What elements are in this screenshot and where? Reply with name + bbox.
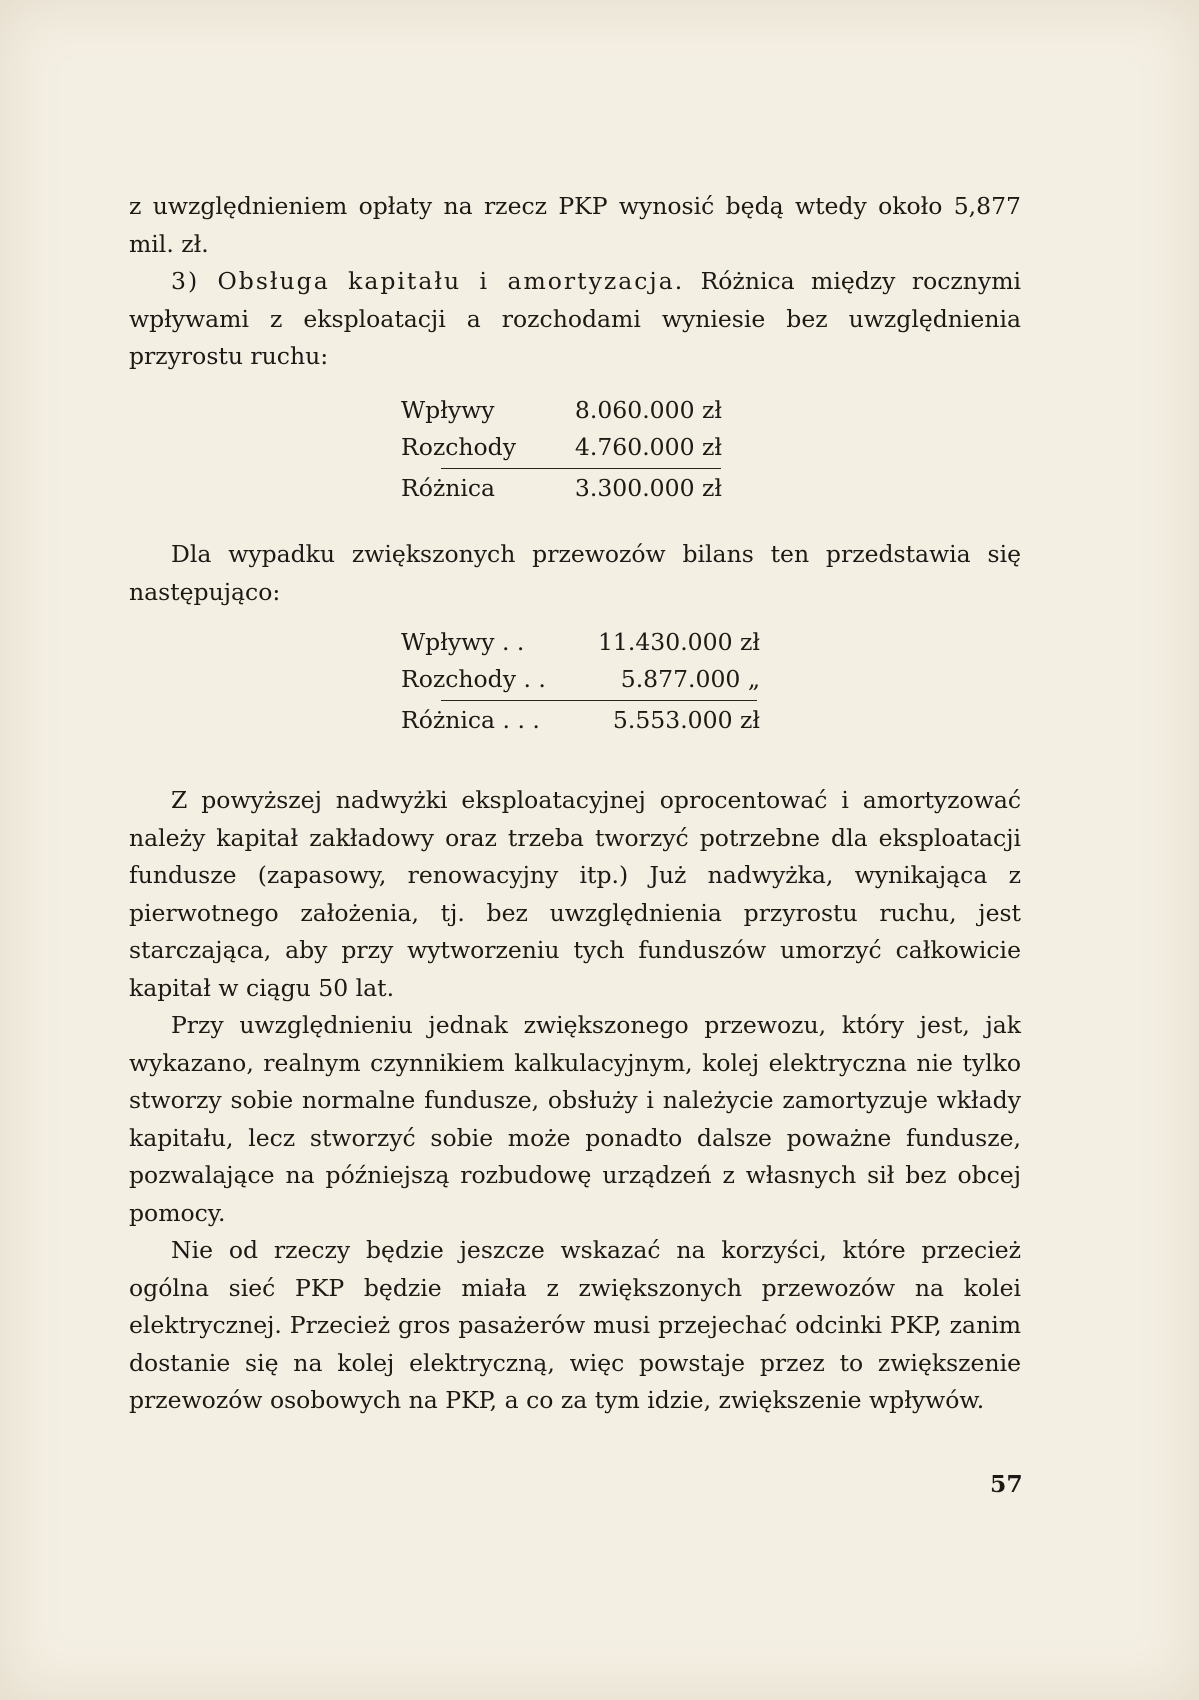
row-amount: 3.300.000 zł bbox=[574, 474, 722, 502]
paragraph-3-text: Dla wypadku zwiększonych przewozów bilans ten przedstawia się następująco: bbox=[129, 540, 1021, 606]
row-amount: 5.877.000 „ bbox=[620, 665, 760, 693]
row-label: Różnica bbox=[401, 474, 496, 502]
paragraph-1 bbox=[129, 188, 1021, 263]
paragraph-4: Z powyższej nadwyżki eksploatacyjnej oprocentować i amortyzować należy kapitał zakładowy oraz trzeba tworzyć potrzebne dla eksploatacji fundusze (zapasowy, renowacyjny itp.) Już nadwyżka, wynikająca z pierwotnego założenia, tj. bez uwzględnienia przyrostu ruchu, jest starczająca, aby przy wytworzeniu tych funduszów umorzyć całkowicie kapitał w ciągu 50 lat. bbox=[129, 786, 1021, 1002]
paragraph-3 bbox=[129, 536, 1021, 611]
sum-rule bbox=[441, 700, 757, 701]
row-amount: 4.760.000 zł bbox=[574, 433, 722, 461]
row-label: Wpływy bbox=[401, 396, 495, 424]
row-amount: 8.060.000 zł bbox=[574, 396, 722, 424]
row-amount: 5.553.000 zł bbox=[612, 706, 760, 734]
section-heading: 3) Obsługa kapitału i amortyzacja. bbox=[171, 267, 685, 295]
paragraph-1-text: z uwzględnieniem opłaty na rzecz PKP wynosić będą wtedy około 5,877 mil. zł. bbox=[129, 192, 1021, 258]
row-label: Rozchody . . bbox=[401, 665, 546, 693]
body-text bbox=[129, 782, 1021, 1420]
paragraph-5: Przy uwzględnieniu jednak zwiększonego przewozu, który jest, jak wykazano, realnym czynnikiem kalkulacyjnym, kolej elektryczna nie tylko stworzy sobie normalne fundusze, obsłuży i należycie zamortyzuje wkłady kapitału, lecz stworzyć sobie może ponadto dalsze poważne fundusze, pozwalające na późniejszą rozbudowę urządzeń z własnych sił bez obcej pomocy. bbox=[129, 1011, 1021, 1227]
paragraph-2-text: Różnica między rocznymi wpływami z eksploatacji a rozchodami wyniesie bez uwzględnienia przyrostu ruchu: bbox=[129, 267, 1021, 370]
paragraph-2 bbox=[129, 263, 1021, 376]
paragraph-6: Nie od rzeczy będzie jeszcze wskazać na korzyści, które przecież ogólna sieć PKP będzie miała z zwiększonych przewozów na kolei elektrycznej. Przecież gros pasażerów musi przejechać odcinki PKP, zanim dostanie się na kolej elektryczną, więc powstaje przez to zwiększenie przewozów osobowych na PKP, a co za tym idzie, zwiększenie wpływów. bbox=[129, 1236, 1021, 1414]
row-amount: 11.430.000 zł bbox=[597, 628, 760, 656]
row-label: Rozchody bbox=[401, 433, 516, 461]
page-number: 57 bbox=[990, 1470, 1023, 1498]
row-label: Wpływy . . bbox=[401, 628, 525, 656]
row-label: Różnica . . . bbox=[401, 706, 540, 734]
sum-rule bbox=[441, 468, 721, 469]
paragraph-2-body bbox=[129, 263, 1021, 376]
